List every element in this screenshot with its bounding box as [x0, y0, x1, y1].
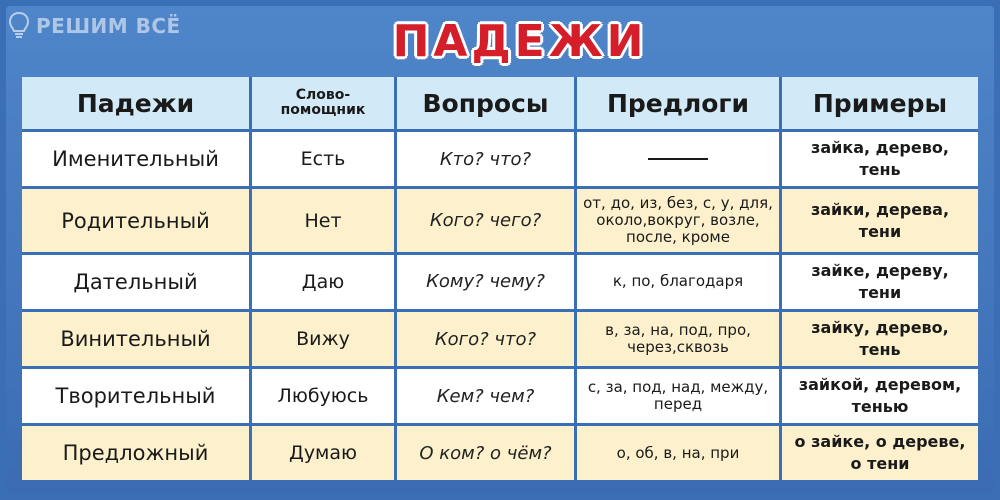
header-row — [22, 77, 978, 132]
helper-word: Думаю — [252, 426, 397, 480]
lightbulb-icon — [8, 11, 30, 41]
table-row — [22, 255, 978, 312]
case-examples — [782, 369, 978, 426]
case-questions: О ком? о чём? — [397, 426, 577, 480]
case-questions: Кого? чего? — [397, 189, 577, 255]
case-prepositions — [577, 132, 782, 189]
example-line1: о зайке, о дереве, — [794, 432, 966, 452]
case-name: Родительный — [22, 189, 252, 255]
case-questions: Кем? чем? — [397, 369, 577, 426]
case-prepositions: в, за, на, под, про, через,сквозь — [577, 312, 782, 369]
example-line2: тень — [859, 340, 901, 360]
case-name: Предложный — [22, 426, 252, 480]
example-line1: зайкой, деревом, — [798, 375, 962, 395]
helper-word: Есть — [252, 132, 397, 189]
example-line1: зайке, дереву, — [811, 260, 949, 280]
header-helper-line2: помощник — [280, 102, 366, 118]
example-line2: тени — [858, 221, 902, 241]
example-line2: о тени — [850, 454, 910, 474]
helper-word: Любуюсь — [252, 369, 397, 426]
example-line2: тенью — [851, 397, 909, 417]
case-name: Творительный — [22, 369, 252, 426]
case-questions: Кому? чему? — [397, 255, 577, 312]
case-prepositions: о, об, в, на, при — [577, 426, 782, 480]
watermark-text: РЕШИМ ВСЁ — [36, 14, 181, 38]
case-examples — [782, 132, 978, 189]
header-helper-line1: Слово- — [295, 87, 351, 103]
helper-word: Нет — [252, 189, 397, 255]
example-line1: зайки, дерева, — [810, 199, 950, 219]
watermark — [8, 6, 181, 46]
header-helper — [252, 77, 397, 132]
case-name: Винительный — [22, 312, 252, 369]
case-prepositions: с, за, под, над, между, перед — [577, 369, 782, 426]
case-examples — [782, 312, 978, 369]
example-line1: зайка, дерево, — [811, 138, 949, 158]
dash-divider — [648, 158, 708, 160]
cases-table — [22, 77, 978, 480]
table-row — [22, 132, 978, 189]
title-banner — [375, 12, 665, 72]
header-questions: Вопросы — [397, 77, 577, 132]
helper-word: Даю — [252, 255, 397, 312]
case-examples — [782, 189, 978, 255]
case-questions: Кого? что? — [397, 312, 577, 369]
table-row — [22, 312, 978, 369]
table-row — [22, 426, 978, 480]
case-examples — [782, 426, 978, 480]
case-questions: Кто? что? — [397, 132, 577, 189]
header-case: Падежи — [22, 77, 252, 132]
table-row — [22, 189, 978, 255]
page-title: ПАДЕЖИ — [392, 16, 648, 67]
case-prepositions: от, до, из, без, с, у, для, около,вокруг, возле, после, кроме — [577, 189, 782, 255]
case-name: Именительный — [22, 132, 252, 189]
table-row — [22, 369, 978, 426]
case-prepositions: к, по, благодаря — [577, 255, 782, 312]
example-line1: зайку, дерево, — [811, 318, 949, 338]
example-line2: тени — [858, 282, 902, 302]
case-examples — [782, 255, 978, 312]
helper-word: Вижу — [252, 312, 397, 369]
case-name: Дательный — [22, 255, 252, 312]
header-examples: Примеры — [782, 77, 978, 132]
example-line2: тень — [859, 160, 901, 180]
header-prepositions: Предлоги — [577, 77, 782, 132]
